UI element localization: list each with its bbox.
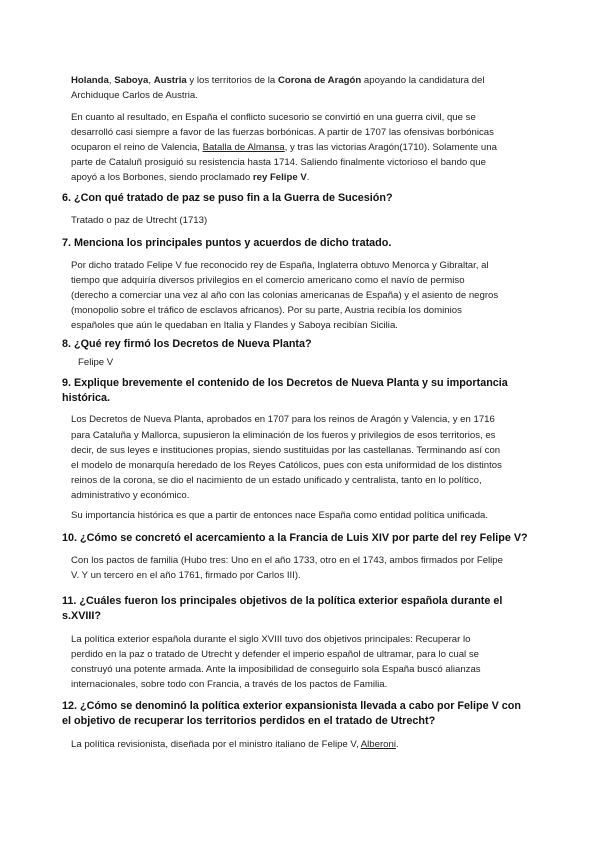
question-8-title: 8. ¿Qué rey firmó los Decretos de Nueva Planta?: [62, 338, 312, 350]
question-11-title: 11. ¿Cuáles fueron los principales objetivos de la política exterior española durante el: [62, 595, 503, 607]
question-11-answer-line: La política exterior española durante el siglo XVIII tuvo dos objetivos principales: Recuperar lo: [71, 634, 471, 645]
result-line: En cuanto al resultado, en España el conflicto sucesorio se convirtió en una guerra civil, que se: [71, 112, 476, 123]
question-9-title: histórica.: [62, 392, 111, 404]
question-9-answer-line: para Cataluña y Mallorca, supusieron la eliminación de los fueros y privilegios de esos territorios, es: [71, 430, 496, 441]
question-11-answer-line: internacionales, sobre todo con Francia, a través de los pactos de Familia.: [71, 679, 388, 690]
question-7-answer-line: tiempo que adquiría diversos privilegios en el comercio americano como el navío de permiso: [71, 275, 465, 286]
almansa-link[interactable]: Batalla de Almansa: [202, 142, 285, 153]
question-12-answer: La política revisionista, diseñada por el ministro italiano de Felipe V, Alberoni.: [71, 739, 399, 750]
result-line: ocuparon el reino de Valencia, Batalla de Almansa, y tras las victorias Aragón(1710). Solamente una: [71, 142, 497, 153]
question-10-answer-line: V. Y un tercero en el año 1761, firmado por Carlos III).: [71, 570, 301, 581]
question-11-answer-line: perdido en la paz o tratado de Utrecht y defender el imperio español de ultramar, para lo cual se: [71, 649, 479, 660]
question-11-answer-line: construyó una potente armada. Ante la imposibilidad de conseguirlo sola España buscó alianzas: [71, 664, 481, 675]
question-7-answer-line: españoles que aún le quedaban en Italia y Flandes y Saboya recibían Sicilia.: [71, 320, 398, 331]
question-7-answer-line: Por dicho tratado Felipe V fue reconocido rey de España, Inglaterra obtuvo Menorca y Gibraltar, al: [71, 260, 489, 271]
result-line: desarrolló casi siempre a favor de las fuerzas borbónicas. A partir de 1707 las ofensivas borbónicas: [71, 127, 494, 138]
alberoni-link[interactable]: Alberoni: [360, 739, 396, 750]
question-9-importance: Su importancia histórica es que a partir de entonces nace España como entidad política unificada.: [71, 510, 489, 521]
question-6-title: 6. ¿Con qué tratado de paz se puso fin a la Guerra de Sucesión?: [62, 192, 393, 204]
question-9-title: 9. Explique brevemente el contenido de los Decretos de Nueva Planta y su importancia: [62, 377, 508, 389]
question-9-answer-line: el modelo de monarquía heredado de los Reyes Católicos, pues con esta uniformidad de los distintos: [71, 460, 502, 471]
result-line: parte de Cataluñ prosiguió su resistencia hasta 1714. Saliendo finalmente victorioso el bando que: [71, 157, 486, 168]
question-7-answer-line: (monopolio sobre el tráfico de esclavos africanos). Por su parte, Austria recibía los dominios: [71, 305, 462, 316]
question-12-title: 12. ¿Cómo se denominó la política exterior expansionista llevada a cabo por Felipe V con: [62, 700, 521, 712]
question-9-answer-line: Los Decretos de Nueva Planta, aprobados en 1707 para los reinos de Aragón y Valencia, y en 1716: [71, 414, 495, 425]
question-6-answer: Tratado o paz de Utrecht (1713): [71, 215, 208, 226]
question-10-answer-line: Con los pactos de familia (Hubo tres: Uno en el año 1733, otro en el 1743, ambos firmados por Felipe: [71, 555, 503, 566]
intro-line-1: Holanda, Saboya, Austria y los territorios de la Corona de Aragón apoyando la candidatura del: [71, 75, 485, 86]
question-12-title: el objetivo de recuperar los territorios perdidos en el tratado de Utrecht?: [62, 715, 436, 727]
question-8-answer: Felipe V: [78, 357, 114, 368]
question-7-title: 7. Menciona los principales puntos y acuerdos de dicho tratado.: [62, 237, 392, 249]
question-9-answer-line: decir, de sus leyes e instituciones propias, siendo sustituidas por las castellanas. Terminando así con: [71, 445, 501, 456]
intro-line-2: Archiduque Carlos de Austria.: [71, 90, 198, 101]
question-11-title: s.XVIII?: [62, 610, 102, 622]
question-9-answer-line: administrativo y económico.: [71, 490, 190, 501]
result-line: apoyó a los Borbones, siendo proclamado rey Felipe V.: [71, 172, 310, 183]
question-10-title: 10. ¿Cómo se concretó el acercamiento a la Francia de Luis XIV por parte del rey Felipe V?: [62, 532, 528, 544]
question-7-answer-line: (derecho a comerciar una vez al año con las colonias americanas de España) y el asiento de negros: [71, 290, 499, 301]
question-9-answer-line: reinos de la corona, se dio el nacimiento de un estado unificado y centralista, tanto en lo político,: [71, 475, 482, 486]
